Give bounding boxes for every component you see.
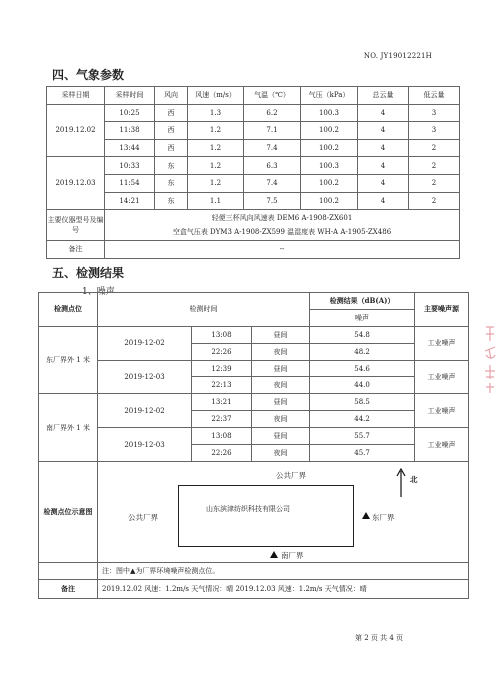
remark-label: 备注 (47, 241, 105, 259)
table-cell: 1.2 (188, 122, 244, 140)
note-text: 注：图中▲为厂界环境噪声检测点位。 (98, 562, 469, 579)
column-header: 风速（m/s） (188, 87, 244, 105)
table-cell: 4 (358, 122, 409, 140)
diagram-label: 检测点位示意图 (39, 461, 98, 562)
table-cell: 4 (358, 139, 409, 157)
monitoring-point: 南厂界外 1 米 (39, 394, 98, 462)
table-row (47, 192, 460, 210)
table-cell: 昼间 (252, 428, 310, 445)
diagram-top-label: 公共厂界 (276, 470, 306, 480)
instrument-row (47, 210, 460, 241)
note-row (39, 562, 469, 579)
table-cell: 东 (155, 157, 188, 175)
remark-label: 备注 (39, 579, 98, 598)
table-cell: 11:54 (105, 174, 155, 192)
column-header: 采样时间 (105, 87, 155, 105)
east-point-marker-icon (362, 512, 370, 519)
table-cell: 45.7 (310, 445, 415, 462)
location-diagram (98, 461, 469, 562)
table-cell: 4 (358, 192, 409, 210)
table-cell: 14:21 (105, 192, 155, 210)
table-cell: 22:26 (192, 445, 252, 462)
table-row (47, 139, 460, 157)
section-title-results: 五、检测结果 (52, 266, 125, 280)
table-cell: 13:21 (192, 394, 252, 411)
table-cell: 4 (358, 104, 409, 122)
page-number: 第 2 页 共 4 页 (355, 634, 404, 642)
table-cell: 100.3 (301, 157, 358, 175)
south-point-marker-icon (270, 551, 278, 558)
table-cell: 西 (155, 139, 188, 157)
table-cell: 东 (155, 174, 188, 192)
table-row (47, 104, 460, 122)
document-number: NO. JY19012221H (363, 52, 432, 60)
table-cell: 6.2 (244, 104, 301, 122)
diagram-south-label: 南厂界 (281, 550, 304, 560)
column-header: 检测点位 (39, 293, 98, 327)
column-header: 低云量 (409, 87, 460, 105)
column-header: 噪声 (310, 309, 415, 326)
table-cell: 昼间 (252, 394, 310, 411)
table-cell: 1.2 (188, 157, 244, 175)
column-header: 总云量 (358, 87, 409, 105)
factory-outline (178, 485, 354, 547)
table-cell: 昼间 (252, 326, 310, 343)
column-header: 检测结果（dB(A)） (310, 293, 415, 310)
remark-value: -- (105, 241, 460, 259)
monitoring-date: 2019-12-02 (98, 326, 192, 360)
table-cell: 7.4 (244, 174, 301, 192)
table-cell: 夜间 (252, 377, 310, 394)
diagram-east-label: 东厂界 (372, 512, 395, 522)
remark-row (39, 579, 469, 598)
sample-date: 2019.12.03 (47, 157, 105, 210)
table-cell: 13:44 (105, 139, 155, 157)
section-title-weather: 四、气象参数 (52, 68, 125, 82)
north-arrow-icon (396, 468, 406, 498)
table-cell: 22:13 (192, 377, 252, 394)
table-cell: 夜间 (252, 445, 310, 462)
table-cell: 100.2 (301, 192, 358, 210)
table-cell: 1.2 (188, 174, 244, 192)
table-cell: 54.8 (310, 326, 415, 343)
table-cell: 10:33 (105, 157, 155, 175)
table-cell: 13:08 (192, 428, 252, 445)
table-cell: 10:25 (105, 104, 155, 122)
column-header: 检测时间 (98, 293, 310, 327)
table-cell: 22:37 (192, 411, 252, 428)
table-header-row (39, 293, 469, 310)
table-cell: 东 (155, 192, 188, 210)
table-cell: 100.2 (301, 139, 358, 157)
note-spacer (39, 562, 98, 579)
table-header-row (47, 87, 460, 105)
noise-source: 工业噪声 (415, 326, 469, 360)
table-cell: 1.3 (188, 104, 244, 122)
noise-subtitle: 1、噪声 (82, 287, 115, 297)
table-cell: 昼间 (252, 360, 310, 377)
table-cell: 100.2 (301, 122, 358, 140)
remark-value: 2019.12.02 风速：1.2m/s 天气情况：晴 2019.12.03 风速：1.2m/s 天气情况：晴 (98, 579, 469, 598)
table-cell: 7.1 (244, 122, 301, 140)
diagram-left-label: 公共厂界 (128, 512, 158, 522)
table-cell: 夜间 (252, 343, 310, 360)
table-cell: 7.5 (244, 192, 301, 210)
table-cell: 2 (409, 139, 460, 157)
column-header: 采样日期 (47, 87, 105, 105)
sample-date: 2019.12.02 (47, 104, 105, 157)
instrument-value (105, 210, 460, 241)
instrument-line: 轻便三杯风向风速表 DEM6 A-1908-ZX601 (211, 214, 353, 223)
table-cell: 1.1 (188, 192, 244, 210)
diagram-row (39, 461, 469, 562)
table-cell: 2 (409, 192, 460, 210)
remark-row (47, 241, 460, 259)
column-header: 气压（kPa） (301, 87, 358, 105)
table-cell: 4 (358, 174, 409, 192)
table-row (39, 428, 469, 445)
table-cell: 3 (409, 122, 460, 140)
table-cell: 13:08 (192, 326, 252, 343)
table-cell: 夜间 (252, 411, 310, 428)
noise-table (38, 292, 469, 599)
table-cell: 西 (155, 104, 188, 122)
weather-table (46, 86, 460, 259)
table-row (39, 360, 469, 377)
monitoring-date: 2019-12-02 (98, 394, 192, 428)
table-cell: 7.4 (244, 139, 301, 157)
table-row (47, 157, 460, 175)
table-cell: 58.5 (310, 394, 415, 411)
noise-source: 工业噪声 (415, 394, 469, 428)
table-cell: 55.7 (310, 428, 415, 445)
north-label: 北 (410, 474, 418, 484)
table-row (47, 122, 460, 140)
table-cell: 1.2 (188, 139, 244, 157)
table-cell: 3 (409, 104, 460, 122)
table-cell: 4 (358, 157, 409, 175)
column-header: 气温（℃） (244, 87, 301, 105)
table-cell: 100.2 (301, 174, 358, 192)
table-cell: 48.2 (310, 343, 415, 360)
table-cell: 6.3 (244, 157, 301, 175)
table-cell: 100.3 (301, 104, 358, 122)
table-cell: 西 (155, 122, 188, 140)
table-row (39, 326, 469, 343)
table-cell: 2 (409, 157, 460, 175)
table-cell: 54.6 (310, 360, 415, 377)
company-name: 山东滨津纺织科技有限公司 (206, 504, 290, 513)
column-header: 主要噪声源 (415, 293, 469, 327)
monitoring-point: 东厂界外 1 米 (39, 326, 98, 394)
table-row (47, 174, 460, 192)
table-row (39, 394, 469, 411)
table-cell: 22:26 (192, 343, 252, 360)
monitoring-date: 2019-12-03 (98, 360, 192, 394)
instrument-label: 主要仪器型号及编号 (47, 210, 105, 241)
table-cell: 2 (409, 174, 460, 192)
table-cell: 44.0 (310, 377, 415, 394)
table-cell: 44.2 (310, 411, 415, 428)
instrument-line: 空盒气压表 DYM3 A-1908-ZX599 温湿度表 WH-A A-1905-ZX486 (172, 228, 392, 237)
monitoring-date: 2019-12-03 (98, 428, 192, 462)
table-cell: 12:39 (192, 360, 252, 377)
seal-stamp-icon (483, 325, 497, 395)
column-header: 风向 (155, 87, 188, 105)
noise-source: 工业噪声 (415, 360, 469, 394)
noise-source: 工业噪声 (415, 428, 469, 462)
table-cell: 11:38 (105, 122, 155, 140)
